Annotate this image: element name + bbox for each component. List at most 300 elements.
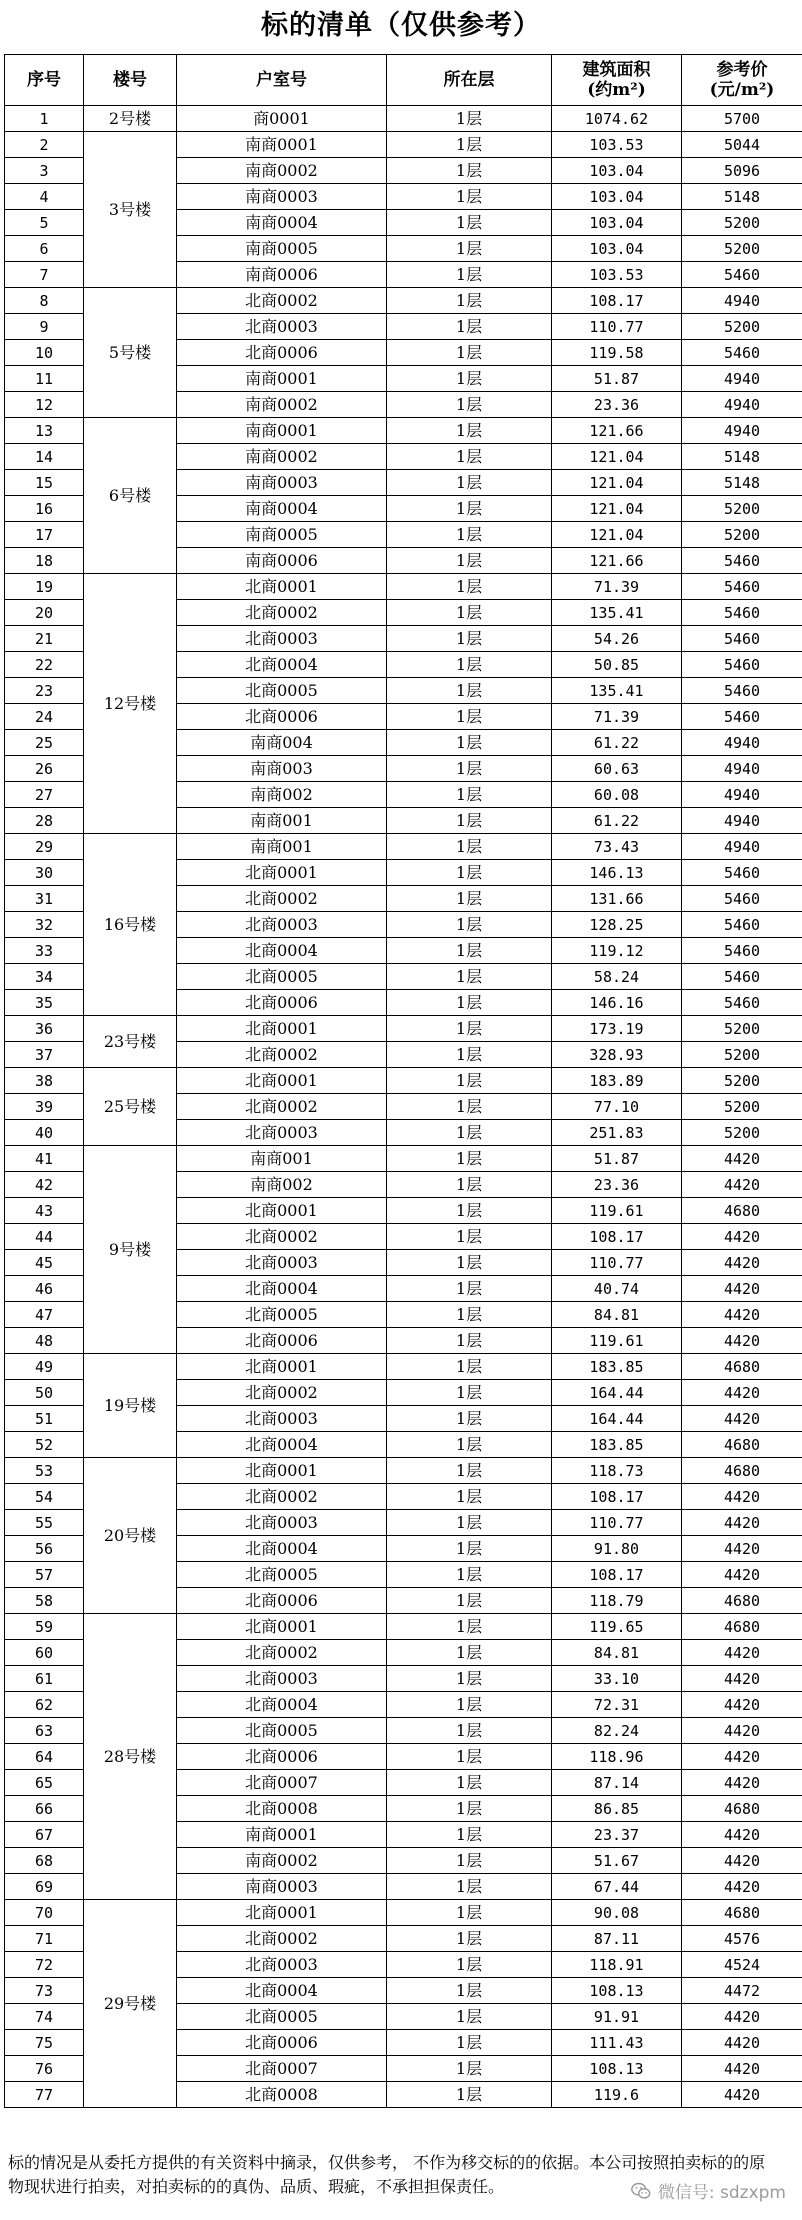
cell-price: 5200 [682, 1016, 802, 1042]
cell-floor: 1层 [387, 1354, 552, 1380]
cell-seq: 55 [5, 1510, 84, 1536]
cell-unit: 北商0004 [177, 1276, 387, 1302]
cell-floor: 1层 [387, 1432, 552, 1458]
cell-price: 4940 [682, 730, 802, 756]
cell-seq: 18 [5, 548, 84, 574]
cell-area: 164.44 [552, 1380, 682, 1406]
cell-floor: 1层 [387, 1146, 552, 1172]
cell-seq: 38 [5, 1068, 84, 1094]
header-area-line1: 建筑面积 [582, 60, 651, 80]
table-row [5, 1068, 802, 1094]
cell-unit: 北商0004 [177, 1536, 387, 1562]
cell-price: 4420 [682, 1770, 802, 1796]
cell-price: 4420 [682, 1276, 802, 1302]
cell-price: 4940 [682, 782, 802, 808]
cell-building: 23号楼 [84, 1016, 177, 1068]
cell-floor: 1层 [387, 1198, 552, 1224]
cell-seq: 68 [5, 1848, 84, 1874]
cell-unit: 北商0002 [177, 1042, 387, 1068]
cell-unit: 南商004 [177, 730, 387, 756]
cell-area: 121.04 [552, 496, 682, 522]
cell-seq: 33 [5, 938, 84, 964]
cell-floor: 1层 [387, 1744, 552, 1770]
cell-unit: 南商0005 [177, 522, 387, 548]
watermark [630, 2178, 786, 2203]
cell-floor: 1层 [387, 834, 552, 860]
cell-price: 5148 [682, 184, 802, 210]
cell-price: 4680 [682, 1198, 802, 1224]
cell-floor: 1层 [387, 314, 552, 340]
cell-building: 3号楼 [84, 132, 177, 288]
cell-seq: 28 [5, 808, 84, 834]
cell-area: 103.04 [552, 236, 682, 262]
cell-floor: 1层 [387, 1276, 552, 1302]
cell-unit: 南商0004 [177, 496, 387, 522]
cell-price: 4420 [682, 1172, 802, 1198]
cell-area: 103.04 [552, 158, 682, 184]
table-row [5, 1614, 802, 1640]
cell-area: 54.26 [552, 626, 682, 652]
cell-price: 4420 [682, 1510, 802, 1536]
cell-seq: 66 [5, 1796, 84, 1822]
cell-area: 121.04 [552, 522, 682, 548]
cell-floor: 1层 [387, 2004, 552, 2030]
cell-area: 51.87 [552, 1146, 682, 1172]
cell-unit: 北商0003 [177, 1250, 387, 1276]
cell-floor: 1层 [387, 288, 552, 314]
cell-unit: 北商0005 [177, 1718, 387, 1744]
cell-price: 4420 [682, 1536, 802, 1562]
cell-area: 84.81 [552, 1302, 682, 1328]
cell-seq: 50 [5, 1380, 84, 1406]
cell-unit: 北商0002 [177, 1224, 387, 1250]
cell-seq: 35 [5, 990, 84, 1016]
cell-area: 86.85 [552, 1796, 682, 1822]
cell-unit: 北商0001 [177, 1900, 387, 1926]
cell-seq: 73 [5, 1978, 84, 2004]
cell-floor: 1层 [387, 1484, 552, 1510]
cell-floor: 1层 [387, 1172, 552, 1198]
cell-unit: 南商0001 [177, 132, 387, 158]
table-row [5, 574, 802, 600]
cell-seq: 9 [5, 314, 84, 340]
cell-floor: 1层 [387, 756, 552, 782]
cell-unit: 北商0002 [177, 1380, 387, 1406]
cell-area: 119.61 [552, 1198, 682, 1224]
cell-price: 5460 [682, 652, 802, 678]
cell-unit: 北商0002 [177, 1640, 387, 1666]
cell-floor: 1层 [387, 1900, 552, 1926]
cell-seq: 41 [5, 1146, 84, 1172]
cell-area: 110.77 [552, 1250, 682, 1276]
cell-area: 119.6 [552, 2082, 682, 2108]
cell-price: 5200 [682, 314, 802, 340]
cell-price: 4420 [682, 1250, 802, 1276]
cell-price: 5460 [682, 574, 802, 600]
cell-area: 90.08 [552, 1900, 682, 1926]
cell-area: 108.13 [552, 1978, 682, 2004]
cell-floor: 1层 [387, 678, 552, 704]
cell-floor: 1层 [387, 574, 552, 600]
cell-price: 5096 [682, 158, 802, 184]
cell-unit: 南商0003 [177, 184, 387, 210]
cell-area: 91.91 [552, 2004, 682, 2030]
cell-area: 118.79 [552, 1588, 682, 1614]
cell-floor: 1层 [387, 2030, 552, 2056]
table-row [5, 834, 802, 860]
cell-floor: 1层 [387, 1718, 552, 1744]
cell-price: 4680 [682, 1614, 802, 1640]
cell-seq: 61 [5, 1666, 84, 1692]
cell-unit: 北商0006 [177, 1588, 387, 1614]
cell-unit: 北商0008 [177, 1796, 387, 1822]
page-title: 标的清单（仅供参考） [261, 10, 541, 41]
cell-area: 146.16 [552, 990, 682, 1016]
cell-seq: 10 [5, 340, 84, 366]
cell-seq: 74 [5, 2004, 84, 2030]
cell-floor: 1层 [387, 158, 552, 184]
cell-price: 5460 [682, 600, 802, 626]
cell-floor: 1层 [387, 990, 552, 1016]
cell-area: 61.22 [552, 730, 682, 756]
cell-unit: 北商0004 [177, 1432, 387, 1458]
cell-floor: 1层 [387, 938, 552, 964]
cell-building: 28号楼 [84, 1614, 177, 1900]
cell-floor: 1层 [387, 392, 552, 418]
cell-price: 4940 [682, 366, 802, 392]
cell-price: 4420 [682, 1562, 802, 1588]
cell-unit: 北商0001 [177, 860, 387, 886]
cell-unit: 南商002 [177, 782, 387, 808]
cell-floor: 1层 [387, 366, 552, 392]
cell-area: 73.43 [552, 834, 682, 860]
cell-building: 20号楼 [84, 1458, 177, 1614]
cell-area: 111.43 [552, 2030, 682, 2056]
cell-area: 51.67 [552, 1848, 682, 1874]
table-row [5, 1458, 802, 1484]
cell-price: 5460 [682, 912, 802, 938]
cell-seq: 19 [5, 574, 84, 600]
cell-unit: 北商0001 [177, 1068, 387, 1094]
cell-building: 6号楼 [84, 418, 177, 574]
table-row [5, 418, 802, 444]
cell-seq: 26 [5, 756, 84, 782]
cell-unit: 南商001 [177, 1146, 387, 1172]
cell-floor: 1层 [387, 1120, 552, 1146]
cell-seq: 16 [5, 496, 84, 522]
cell-price: 5460 [682, 990, 802, 1016]
cell-area: 51.87 [552, 366, 682, 392]
cell-seq: 72 [5, 1952, 84, 1978]
cell-seq: 24 [5, 704, 84, 730]
cell-seq: 2 [5, 132, 84, 158]
cell-unit: 南商0002 [177, 1848, 387, 1874]
cell-unit: 北商0003 [177, 1666, 387, 1692]
cell-price: 5200 [682, 1042, 802, 1068]
cell-unit: 北商0001 [177, 1354, 387, 1380]
cell-seq: 15 [5, 470, 84, 496]
cell-area: 118.96 [552, 1744, 682, 1770]
cell-seq: 69 [5, 1874, 84, 1900]
cell-seq: 49 [5, 1354, 84, 1380]
cell-area: 71.39 [552, 574, 682, 600]
cell-price: 4420 [682, 1302, 802, 1328]
cell-price: 4680 [682, 1900, 802, 1926]
header-building: 楼号 [84, 55, 177, 106]
cell-floor: 1层 [387, 2082, 552, 2108]
cell-floor: 1层 [387, 782, 552, 808]
cell-area: 128.25 [552, 912, 682, 938]
cell-unit: 北商0004 [177, 938, 387, 964]
cell-unit: 北商0006 [177, 704, 387, 730]
cell-unit: 北商0003 [177, 1406, 387, 1432]
cell-unit: 北商0007 [177, 2056, 387, 2082]
table-row [5, 106, 802, 132]
cell-price: 5148 [682, 444, 802, 470]
cell-unit: 北商0001 [177, 1016, 387, 1042]
cell-seq: 65 [5, 1770, 84, 1796]
cell-area: 91.80 [552, 1536, 682, 1562]
cell-area: 23.36 [552, 392, 682, 418]
table-row [5, 1900, 802, 1926]
cell-unit: 北商0006 [177, 2030, 387, 2056]
cell-seq: 39 [5, 1094, 84, 1120]
cell-floor: 1层 [387, 1328, 552, 1354]
cell-building: 19号楼 [84, 1354, 177, 1458]
cell-unit: 南商0004 [177, 210, 387, 236]
cell-price: 4420 [682, 1146, 802, 1172]
cell-area: 164.44 [552, 1406, 682, 1432]
header-seq: 序号 [5, 55, 84, 106]
cell-area: 67.44 [552, 1874, 682, 1900]
cell-price: 5460 [682, 964, 802, 990]
cell-building: 12号楼 [84, 574, 177, 834]
cell-area: 23.37 [552, 1822, 682, 1848]
cell-area: 71.39 [552, 704, 682, 730]
cell-area: 60.08 [552, 782, 682, 808]
cell-floor: 1层 [387, 418, 552, 444]
cell-unit: 北商0004 [177, 652, 387, 678]
cell-area: 108.17 [552, 288, 682, 314]
cell-floor: 1层 [387, 964, 552, 990]
cell-area: 119.58 [552, 340, 682, 366]
cell-area: 118.91 [552, 1952, 682, 1978]
cell-price: 4420 [682, 1224, 802, 1250]
cell-price: 5700 [682, 106, 802, 132]
cell-area: 87.14 [552, 1770, 682, 1796]
cell-seq: 3 [5, 158, 84, 184]
cell-unit: 北商0002 [177, 288, 387, 314]
cell-area: 23.36 [552, 1172, 682, 1198]
cell-floor: 1层 [387, 1588, 552, 1614]
cell-area: 103.53 [552, 132, 682, 158]
cell-floor: 1层 [387, 522, 552, 548]
header-price [682, 55, 802, 106]
cell-unit: 北商0002 [177, 1926, 387, 1952]
cell-unit: 南商0002 [177, 392, 387, 418]
cell-price: 4940 [682, 834, 802, 860]
cell-unit: 北商0006 [177, 340, 387, 366]
cell-unit: 北商0008 [177, 2082, 387, 2108]
cell-floor: 1层 [387, 1614, 552, 1640]
cell-seq: 17 [5, 522, 84, 548]
cell-seq: 7 [5, 262, 84, 288]
cell-price: 4940 [682, 288, 802, 314]
cell-area: 146.13 [552, 860, 682, 886]
cell-seq: 60 [5, 1640, 84, 1666]
cell-floor: 1层 [387, 1926, 552, 1952]
cell-seq: 13 [5, 418, 84, 444]
cell-floor: 1层 [387, 1952, 552, 1978]
cell-unit: 北商0001 [177, 1614, 387, 1640]
cell-floor: 1层 [387, 1302, 552, 1328]
cell-seq: 52 [5, 1432, 84, 1458]
cell-unit: 北商0006 [177, 1328, 387, 1354]
cell-unit: 北商0001 [177, 1198, 387, 1224]
cell-unit: 南商0005 [177, 236, 387, 262]
cell-unit: 北商0005 [177, 1562, 387, 1588]
cell-price: 4420 [682, 1328, 802, 1354]
cell-floor: 1层 [387, 1874, 552, 1900]
cell-price: 4940 [682, 756, 802, 782]
cell-seq: 32 [5, 912, 84, 938]
cell-unit: 南商003 [177, 756, 387, 782]
cell-price: 4680 [682, 1458, 802, 1484]
cell-area: 131.66 [552, 886, 682, 912]
cell-seq: 63 [5, 1718, 84, 1744]
cell-floor: 1层 [387, 1692, 552, 1718]
cell-seq: 71 [5, 1926, 84, 1952]
cell-price: 5460 [682, 262, 802, 288]
cell-building: 25号楼 [84, 1068, 177, 1146]
cell-floor: 1层 [387, 1224, 552, 1250]
cell-price: 5044 [682, 132, 802, 158]
cell-seq: 1 [5, 106, 84, 132]
cell-unit: 南商0001 [177, 1822, 387, 1848]
cell-floor: 1层 [387, 1016, 552, 1042]
cell-price: 4420 [682, 1692, 802, 1718]
cell-seq: 31 [5, 886, 84, 912]
cell-price: 5460 [682, 626, 802, 652]
cell-seq: 58 [5, 1588, 84, 1614]
cell-price: 5460 [682, 678, 802, 704]
cell-unit: 北商0005 [177, 1302, 387, 1328]
cell-seq: 47 [5, 1302, 84, 1328]
cell-area: 108.13 [552, 2056, 682, 2082]
header-price-line2: (元/m²) [709, 80, 775, 100]
cell-floor: 1层 [387, 210, 552, 236]
cell-price: 5200 [682, 210, 802, 236]
table-row [5, 132, 802, 158]
header-floor: 所在层 [387, 55, 552, 106]
cell-price: 5460 [682, 886, 802, 912]
cell-area: 121.66 [552, 548, 682, 574]
cell-floor: 1层 [387, 2056, 552, 2082]
cell-unit: 北商0002 [177, 1094, 387, 1120]
cell-seq: 75 [5, 2030, 84, 2056]
cell-floor: 1层 [387, 548, 552, 574]
cell-seq: 36 [5, 1016, 84, 1042]
cell-unit: 南商0003 [177, 1874, 387, 1900]
cell-floor: 1层 [387, 1458, 552, 1484]
cell-seq: 76 [5, 2056, 84, 2082]
cell-unit: 北商0003 [177, 626, 387, 652]
cell-floor: 1层 [387, 912, 552, 938]
cell-price: 5460 [682, 704, 802, 730]
cell-area: 110.77 [552, 1510, 682, 1536]
cell-price: 4420 [682, 1640, 802, 1666]
cell-floor: 1层 [387, 1094, 552, 1120]
cell-area: 82.24 [552, 1718, 682, 1744]
cell-price: 5200 [682, 496, 802, 522]
cell-area: 103.04 [552, 210, 682, 236]
cell-price: 4680 [682, 1588, 802, 1614]
cell-unit: 北商0003 [177, 1120, 387, 1146]
cell-floor: 1层 [387, 860, 552, 886]
cell-seq: 44 [5, 1224, 84, 1250]
cell-unit: 北商0001 [177, 1458, 387, 1484]
cell-price: 4420 [682, 1848, 802, 1874]
cell-area: 108.17 [552, 1562, 682, 1588]
listing-table [4, 54, 802, 2108]
cell-price: 4420 [682, 2004, 802, 2030]
cell-area: 84.81 [552, 1640, 682, 1666]
cell-unit: 北商0006 [177, 990, 387, 1016]
cell-area: 33.10 [552, 1666, 682, 1692]
cell-seq: 70 [5, 1900, 84, 1926]
cell-seq: 54 [5, 1484, 84, 1510]
cell-unit: 商0001 [177, 106, 387, 132]
cell-seq: 6 [5, 236, 84, 262]
cell-seq: 53 [5, 1458, 84, 1484]
cell-unit: 南商0006 [177, 548, 387, 574]
cell-unit: 北商0004 [177, 1692, 387, 1718]
cell-unit: 北商0005 [177, 964, 387, 990]
cell-seq: 4 [5, 184, 84, 210]
cell-seq: 23 [5, 678, 84, 704]
cell-price: 4420 [682, 1380, 802, 1406]
cell-price: 5200 [682, 1068, 802, 1094]
cell-unit: 北商0003 [177, 1952, 387, 1978]
cell-price: 4420 [682, 2030, 802, 2056]
cell-price: 4420 [682, 2082, 802, 2108]
cell-seq: 46 [5, 1276, 84, 1302]
cell-unit: 南商0001 [177, 366, 387, 392]
cell-unit: 北商0004 [177, 1978, 387, 2004]
cell-price: 4420 [682, 2056, 802, 2082]
cell-seq: 12 [5, 392, 84, 418]
cell-area: 173.19 [552, 1016, 682, 1042]
cell-price: 4420 [682, 1666, 802, 1692]
cell-price: 4680 [682, 1796, 802, 1822]
cell-seq: 11 [5, 366, 84, 392]
cell-floor: 1层 [387, 1666, 552, 1692]
cell-area: 183.85 [552, 1432, 682, 1458]
cell-floor: 1层 [387, 1042, 552, 1068]
cell-seq: 8 [5, 288, 84, 314]
table-row [5, 288, 802, 314]
cell-floor: 1层 [387, 1250, 552, 1276]
table-body [5, 106, 802, 2108]
cell-building: 9号楼 [84, 1146, 177, 1354]
cell-seq: 42 [5, 1172, 84, 1198]
cell-unit: 南商0002 [177, 158, 387, 184]
cell-building: 2号楼 [84, 106, 177, 132]
cell-floor: 1层 [387, 652, 552, 678]
cell-seq: 5 [5, 210, 84, 236]
cell-area: 58.24 [552, 964, 682, 990]
table-row [5, 1146, 802, 1172]
